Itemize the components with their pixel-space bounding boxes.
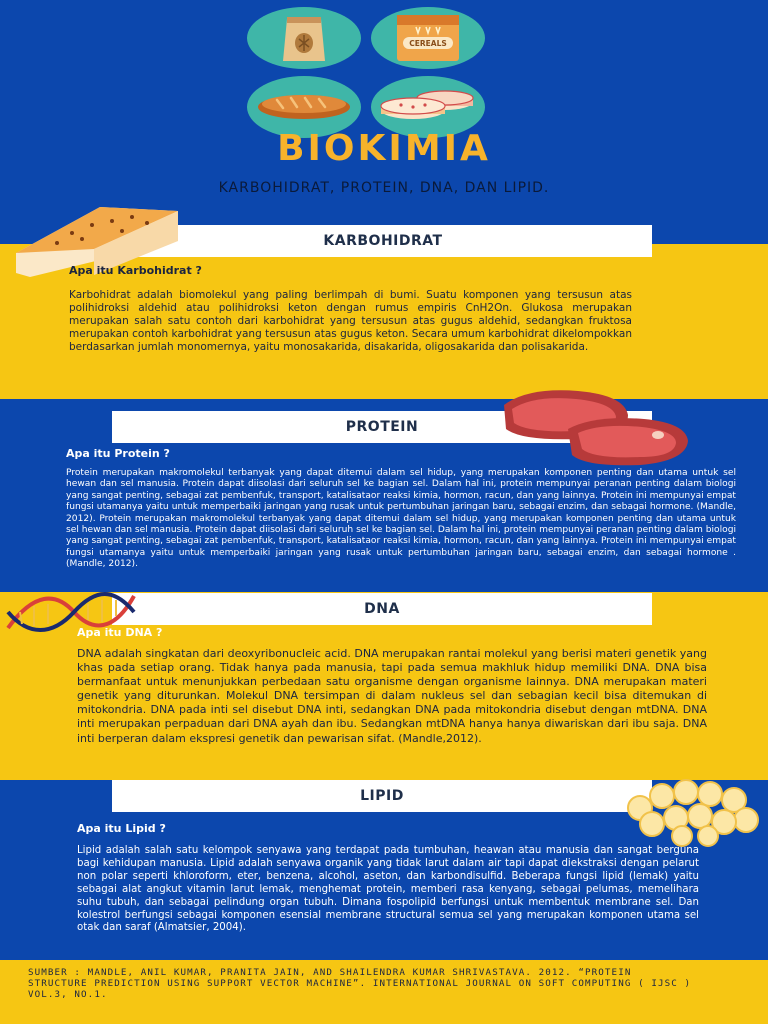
lipid-droplets-icon bbox=[622, 778, 762, 848]
page-title: BIOKIMIA bbox=[277, 128, 491, 169]
source-citation: SUMBER : MANDLE, ANIL KUMAR, PRANITA JAIN, AND SHAILENDRA KUMAR SHRIVASTAVA. 2012. “PROTEIN STRUCTURE PREDICTION USING SUPPORT VECTOR MACHINE”. INTERNATIONAL JOURNAL ON SOFT COMPUTING ( IJSC ) VOL.3, NO.1. bbox=[28, 967, 692, 1000]
protein-heading: PROTEIN bbox=[112, 411, 652, 443]
flour-sack-icon-circle bbox=[247, 7, 361, 69]
protein-body: Protein merupakan makromolekul terbanyak yang dapat ditemui dalam sel hidup, yang merupakan komponen penting dan utama untuk sel hewan dan sel manusia. Protein dapat diisolasi dari seluruh sel ke bagian sel. Dalam hal ini, protein mempunyai peranan penting dalam biologi yang sangat penting, sebagai zat pembenfuk, transport, katalisataor reaksi kimia, hormon, racun, dan yang lainnya. Protein ini mempunyai empat fungsi utamanya yaitu untuk memperbaiki jaringan yang rusak untuk pertumbuhan jaringan baru, sebagai enzim, dan sebagai hormone. (Mandle, 2012). Protein merupakan makromolekul terbanyak yang dapat ditemui dalam sel hidup, yang merupakan komponen penting dan utama untuk sel hewan dan sel manusia. Protein dapat diisolasi dari seluruh sel ke bagian sel. Dalam hal ini, protein mempunyai peranan penting dalam biologi yang sangat penting, sebagai zat pembenfuk, transport, katalisataor reaksi kimia, hormon, racun, dan yang lainnya. Protein ini mempunyai empat fungsi utamanya yaitu untuk memperbaiki jaringan yang rusak untuk pertumbuhan jaringan baru, sebagai enzim, dan sebagai hormone . (Mandle, 2012). bbox=[66, 468, 736, 570]
cereal-box-label: CEREALS bbox=[409, 39, 447, 48]
cereal-box-icon-circle bbox=[371, 7, 485, 69]
karbohidrat-question: Apa itu Karbohidrat ? bbox=[69, 264, 202, 277]
karbohidrat-body: Karbohidrat adalah biomolekul yang paling berlimpah di bumi. Suatu komponen yang tersusun atas polihidroksi aldehid atau polihidroksi keton dengan rumus empiris CnH2On. Glukosa merupakan merupakan salah satu contoh dari karbohidrat yang tersusun atas gugus aldehid, sedangkan fruktosa merupakan contoh karbohidrat yang tersusun atas gugus keton. Secara umum karbohidrat dikelompokkan berdasarkan jumlah monomernya, yaitu monosakarida, disakarida, oligosakarida dan polisakarida. bbox=[69, 289, 632, 353]
protein-question: Apa itu Protein ? bbox=[66, 447, 170, 460]
page-subtitle: KARBOHIDRAT, PROTEIN, DNA, DAN LIPID. bbox=[218, 180, 550, 196]
lipid-heading: LIPID bbox=[112, 780, 652, 812]
lipid-body: Lipid adalah salah satu kelompok senyawa yang terdapat pada tumbuhan, heawan atau manusia dan sangat berguna bagi kehidupan manusia. Lipid adalah senyawa organik yang tidak larut dalam air tapi dapat diekstraksi dengan pelarut non polar seperti khloroform, eter, benzena, alcohol, aseton, dan karbondisulfid. Beberapa fungsi lipid (lemak) yaitu sebagai alat angkut vitamin larut lemak, menghemat protein, memberi rasa kenyang, sebagai pelumas, memelihara suhu tubuh, dan sebagai pelindung organ tubuh. Dimana fospolipid berfungsi untuk membentuk membrane sel. Dan kolestrol berfungsi sebagai komponen esensial membrane structural semua sel yang merupakan komponen utama sel otak dan saraf (Almatsier, 2004). bbox=[77, 845, 699, 934]
flour-sack-icon bbox=[247, 7, 361, 69]
meat-steak-icon bbox=[498, 385, 694, 471]
dna-heading: DNA bbox=[112, 593, 652, 625]
dna-question: Apa itu DNA ? bbox=[77, 626, 163, 639]
cereal-box-icon bbox=[371, 7, 485, 69]
lipid-question: Apa itu Lipid ? bbox=[77, 822, 166, 835]
karbohidrat-heading: KARBOHIDRAT bbox=[114, 225, 652, 257]
dna-body: DNA adalah singkatan dari deoxyribonucleic acid. DNA merupakan rantai molekul yang berisi materi genetik yang khas pada setiap orang. Tidak hanya pada manusia, tapi pada semua makhluk hidup memiliki DNA. DNA bisa bermanfaat untuk menunjukkan perbedaan satu organisme dengan organisme lainnya. DNA merupakan materi genetik yang diturunkan. Molekul DNA tersimpan di dalam nukleus sel dan sebagian kecil bisa ditemukan di mitokondria. DNA pada inti sel disebut DNA inti, sedangkan DNA pada mitokondria disebut dengan mtDNA. DNA inti merupakan perpaduan dari DNA ayah dan ibu. Sedangkan mtDNA hanya hanya diwariskan dari ibu saja. DNA inti berperan dalam ekspresi genetik dan pewarisan sifat. (Mandle,2012). bbox=[77, 647, 707, 745]
